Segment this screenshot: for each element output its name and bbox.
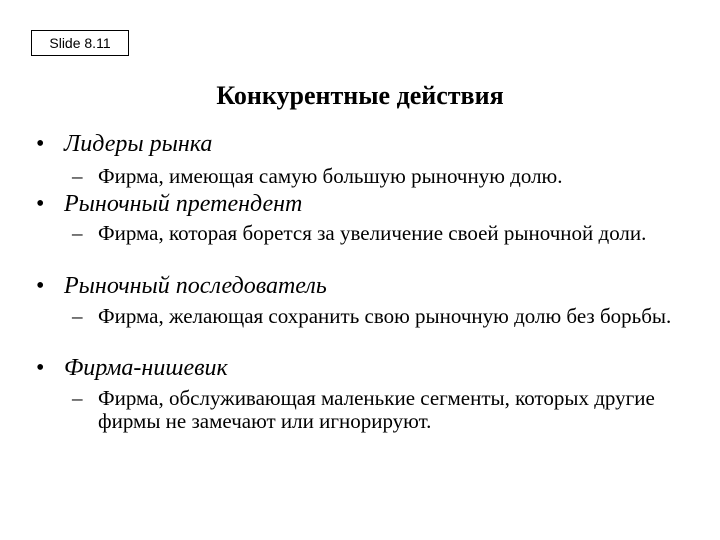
dash-icon: – [72, 164, 83, 188]
bullet-dot-icon: • [36, 131, 45, 157]
sub-item-leaders [72, 165, 682, 188]
sub-item-nicher [72, 387, 682, 433]
bullet-item-nicher [36, 354, 228, 382]
sub-item-text: Фирма, желающая сохранить свою рыночную долю без борьбы. [98, 304, 672, 328]
bullet-heading: Лидеры рынка [64, 131, 213, 157]
bullet-dot-icon: • [36, 355, 45, 381]
slide-title: Конкурентные действия [216, 81, 504, 110]
bullet-item-follower [36, 272, 327, 300]
bullet-heading: Фирма-нишевик [64, 355, 228, 381]
dash-icon: – [72, 221, 83, 245]
dash-icon: – [72, 304, 83, 328]
sub-item-text: Фирма, имеющая самую большую рыночную долю. [98, 164, 563, 188]
sub-item-follower [72, 305, 682, 328]
bullet-item-leaders [36, 130, 212, 158]
bullet-dot-icon: • [36, 273, 45, 299]
sub-item-challenger [72, 222, 682, 245]
bullet-heading: Рыночный последователь [64, 273, 327, 299]
bullet-heading: Рыночный претендент [64, 191, 303, 217]
bullet-item-challenger [36, 190, 302, 218]
dash-icon: – [72, 386, 83, 410]
slide-number-label: Slide 8.11 [31, 30, 129, 56]
sub-item-text: Фирма, обслуживающая маленькие сегменты, которых другие фирмы не замечают или игнорируют. [98, 386, 655, 433]
bullet-dot-icon: • [36, 191, 45, 217]
sub-item-text: Фирма, которая борется за увеличение своей рыночной доли. [98, 221, 647, 245]
